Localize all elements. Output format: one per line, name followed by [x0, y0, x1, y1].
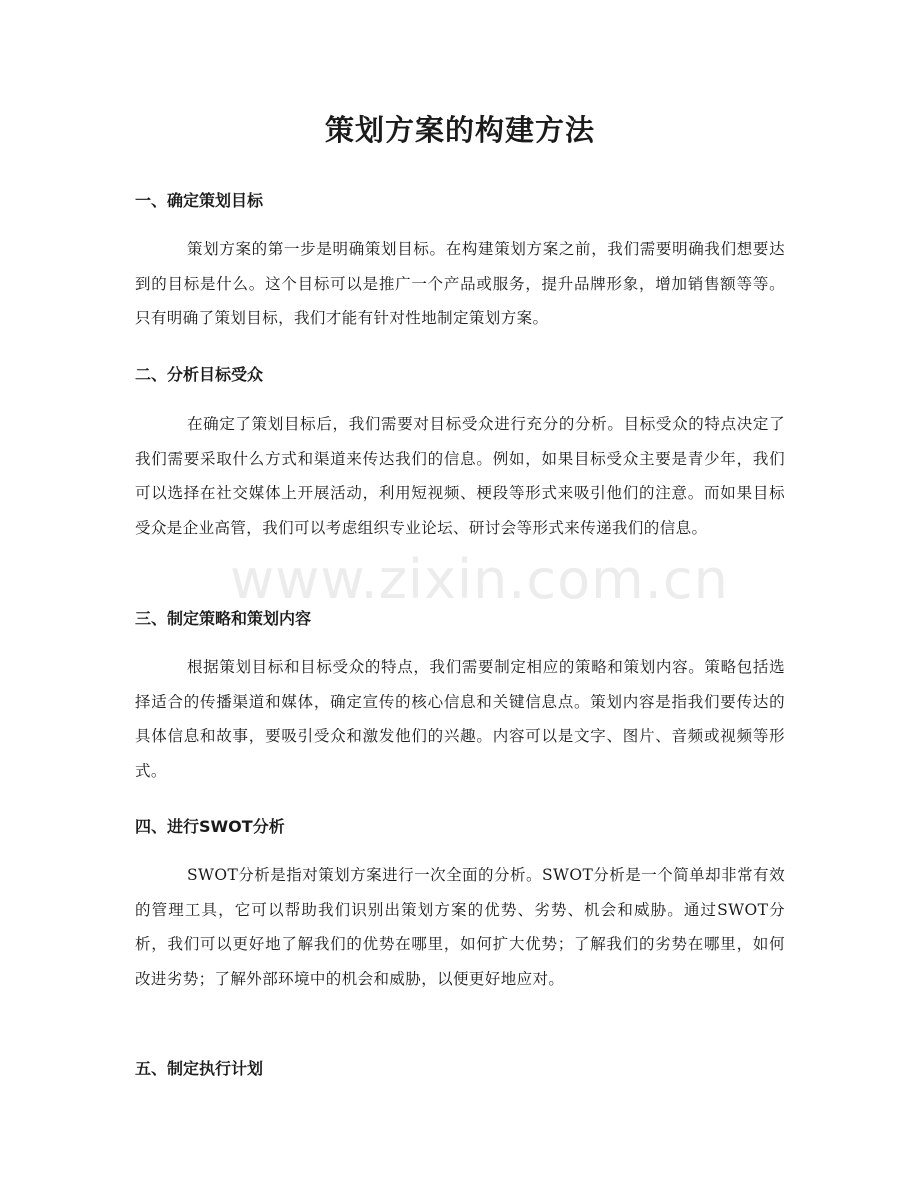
- document-title: 策划方案的构建方法: [324, 113, 595, 147]
- section-heading-5: 五、制定执行计划: [135, 1059, 264, 1078]
- section-heading-3: 三、制定策略和策划内容: [135, 609, 312, 628]
- section-body-2: 在确定了策划目标后，我们需要对目标受众进行充分的分析。目标受众的特点决定了我们需要采取什么方式和渠道来传达我们的信息。例如，如果目标受众主要是青少年，我们可以选择在社交媒体上开展活动，利用短视频、梗段等形式来吸引他们的注意。而如果目标受众是企业高管，我们可以考虑组织专业论坛、研讨会等形式来传递我们的信息。: [135, 415, 785, 537]
- section-heading-4: 四、进行SWOT分析: [135, 817, 285, 836]
- section-body-4: SWOT分析是指对策划方案进行一次全面的分析。SWOT分析是一个简单却非常有效的管理工具，它可以帮助我们识别出策划方案的优势、劣势、机会和威胁。通过SWOT分析，我们可以更好地了解我们的优势在哪里，如何扩大优势；了解我们的劣势在哪里，如何改进劣势；了解外部环境中的机会和威胁，以便更好地应对。: [135, 866, 785, 988]
- document-page: [135, 0, 785, 1191]
- section-heading-1: 一、确定策划目标: [135, 191, 264, 210]
- section-body-3: 根据策划目标和目标受众的特点，我们需要制定相应的策略和策划内容。策略包括选择适合的传播渠道和媒体，确定宣传的核心信息和关键信息点。策划内容是指我们要传达的具体信息和故事，要吸引受众和激发他们的兴趣。内容可以是文字、图片、音频或视频等形式。: [135, 658, 785, 780]
- watermark: www.zixin.com.cn: [230, 548, 729, 611]
- section-heading-2: 二、分析目标受众: [135, 365, 264, 384]
- section-body-1: 策划方案的第一步是明确策划目标。在构建策划方案之前，我们需要明确我们想要达到的目标是什么。这个目标可以是推广一个产品或服务，提升品牌形象，增加销售额等等。只有明确了策划目标，我们才能有针对性地制定策划方案。: [135, 240, 785, 327]
